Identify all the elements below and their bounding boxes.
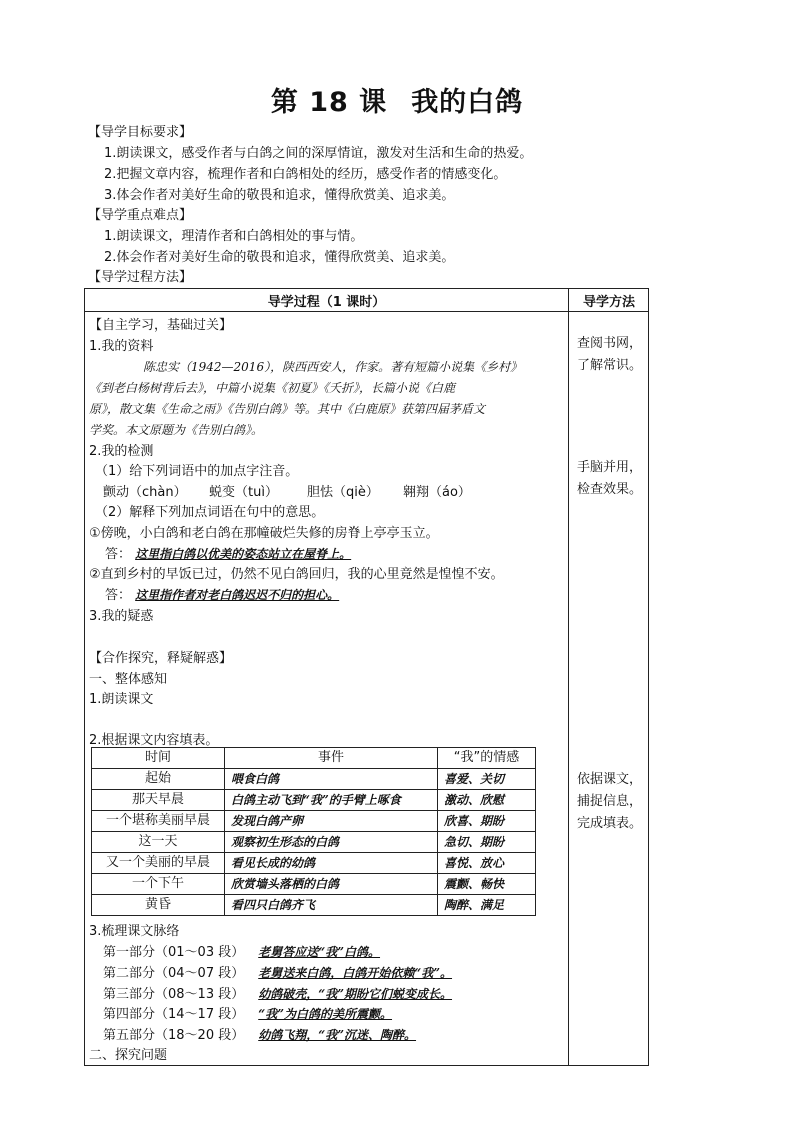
table-header-cell: 事件: [225, 748, 438, 769]
outline-part: [103, 985, 452, 1004]
part-summary: 幼鸽破壳，“我”期盼它们蜕变成长。: [258, 987, 453, 1001]
cell-feeling: 激动、欣慰: [438, 790, 536, 811]
part-summary: 老舅答应送“我”白鸽。: [258, 945, 381, 959]
table-row: [92, 769, 536, 790]
cell-event: 发现白鸽产卵: [225, 811, 438, 832]
cell-event: 观察初生形态的白鸽: [225, 832, 438, 853]
answer-text: 这里指作者对老白鸽迟迟不归的担心。: [135, 588, 340, 602]
cell-event: 欣赏墙头落栖的白鸽: [225, 874, 438, 895]
part-label: 第五部分（18～20 段）: [103, 1028, 245, 1043]
cell-time: 又一个美丽的早晨: [92, 853, 225, 874]
cell-time: 这一天: [92, 832, 225, 853]
method-line: 捕捉信息，: [577, 794, 643, 809]
info-line: 陈忠实（1942—2016），陕西西安人，作家。著有短篇小说集《乡村》: [143, 360, 523, 374]
goals-header: 【导学目标要求】: [88, 125, 193, 140]
keypoints-header: 【导学重点难点】: [88, 208, 193, 223]
cell-event: 白鸽主动飞到“我”的手臂上啄食: [225, 790, 438, 811]
table-row: [92, 895, 536, 916]
lesson-number: 第 18 课: [270, 87, 388, 118]
keypoint-item: 2.体会作者对美好生命的敬畏和追求，懂得欣赏美、追求美。: [104, 250, 455, 265]
outline-part: [103, 1005, 392, 1024]
part-label: 第四部分（14～17 段）: [103, 1007, 245, 1022]
check-question-2: （2）解释下列加点词语在句中的意思。: [95, 505, 325, 520]
lesson-name: 我的白鸽: [411, 87, 524, 118]
method-line: 完成填表。: [577, 816, 643, 831]
method-note-3: [577, 769, 647, 835]
outline-title: 3.梳理课文脉络: [89, 924, 180, 939]
col-process-header: 导学过程（1 课时）: [267, 295, 386, 310]
table-header-cell: 时间: [92, 748, 225, 769]
sentence-2: ②直到乡村的早饭已过，仍然不见白鸽回归，我的心里竟然是惶惶不安。: [89, 567, 504, 582]
cell-time: 一个下午: [92, 874, 225, 895]
answer-1: [105, 545, 351, 564]
method-note-2: [577, 457, 647, 501]
answer-label: 答：: [105, 588, 132, 603]
answer-text: 这里指白鸽以优美的姿态站立在屋脊上。: [135, 547, 352, 561]
part-label: 第二部分（04～07 段）: [103, 966, 245, 981]
table-header-row: [92, 748, 536, 769]
word-item: 胆怯（qiè）: [307, 485, 379, 500]
sentence-1: ①傍晚，小白鸽和老白鸽在那幢破烂失修的房脊上亭亭玉立。: [89, 526, 439, 541]
method-line: 了解常识。: [577, 358, 643, 373]
outline-part: [103, 964, 452, 983]
page-title: [0, 80, 794, 119]
word-item: 翱翔（áo）: [403, 485, 471, 500]
table-row: [92, 853, 536, 874]
cell-feeling: 喜悦、放心: [438, 853, 536, 874]
cell-feeling: 欣喜、期盼: [438, 811, 536, 832]
read-title: 1.朗读课文: [89, 692, 154, 707]
info-line: 学奖。本文原题为《告别白鸽》。: [89, 423, 264, 437]
method-line: 依据课文，: [577, 772, 643, 787]
table-row: [92, 811, 536, 832]
method-line: 检查效果。: [577, 482, 643, 497]
word-item: 蜕变（tuì）: [209, 485, 278, 500]
cell-event: 喂食白鸽: [225, 769, 438, 790]
event-table: [91, 747, 536, 916]
table-row: [92, 790, 536, 811]
part-summary: 老舅送来白鸽，白鸽开始依赖“我”。: [258, 966, 453, 980]
fill-title: 2.根据课文内容填表。: [89, 733, 219, 748]
self-study-header: 【自主学习，基础过关】: [89, 318, 233, 333]
check-title: 2.我的检测: [89, 444, 154, 459]
overall-title: 一、整体感知: [89, 672, 168, 687]
cell-time: 黄昏: [92, 895, 225, 916]
doubt-title: 3.我的疑惑: [89, 609, 154, 624]
cell-feeling: 急切、期盼: [438, 832, 536, 853]
part-label: 第三部分（08～13 段）: [103, 987, 245, 1002]
method-line: 查阅书网，: [577, 336, 643, 351]
cell-time: 那天早晨: [92, 790, 225, 811]
cell-feeling: 陶醉、满足: [438, 895, 536, 916]
outline-part: [103, 943, 380, 962]
keypoint-item: 1.朗读课文，理清作者和白鸽相处的事与情。: [104, 229, 364, 244]
table-row: [92, 832, 536, 853]
cell-event: 看四只白鸽齐飞: [225, 895, 438, 916]
goal-item: 1.朗读课文，感受作者与白鸽之间的深厚情谊，激发对生活和生命的热爱。: [104, 146, 533, 161]
part-label: 第一部分（01～03 段）: [103, 945, 245, 960]
part-summary: 幼鸽飞翔，“我”沉迷、陶醉。: [258, 1028, 417, 1042]
cell-event: 看见长成的幼鸽: [225, 853, 438, 874]
word-item: 颤动（chàn）: [103, 485, 187, 500]
process-header: 【导学过程方法】: [88, 270, 193, 285]
coop-header: 【合作探究，释疑解惑】: [89, 651, 233, 666]
goal-item: 2.把握文章内容，梳理作者和白鸽相处的经历，感受作者的情感变化。: [104, 167, 507, 182]
info-line: 《到老白杨树背后去》，中篇小说集《初夏》《夭折》，长篇小说《白鹿: [89, 381, 456, 395]
info-line: 原》，散文集《生命之雨》《告别白鸽》等。其中《白鹿原》获第四届茅盾文: [89, 402, 486, 416]
cell-time: 一个堪称美丽早晨: [92, 811, 225, 832]
check-question-1: （1）给下列词语中的加点字注音。: [95, 464, 299, 479]
cell-feeling: 喜爱、关切: [438, 769, 536, 790]
table-row: [92, 874, 536, 895]
method-note-1: [577, 333, 647, 377]
cell-time: 起始: [92, 769, 225, 790]
process-table: [84, 288, 649, 1066]
info-title: 1.我的资料: [89, 339, 154, 354]
col-method-header: 导学方法: [582, 295, 635, 310]
cell-feeling: 震颤、畅快: [438, 874, 536, 895]
outline-part: [103, 1026, 416, 1045]
explore-title: 二、探究问题: [89, 1048, 168, 1063]
table-header-cell: “我”的情感: [438, 748, 536, 769]
answer-label: 答：: [105, 547, 132, 562]
method-line: 手脑并用，: [577, 460, 643, 475]
answer-2: [105, 586, 339, 605]
part-summary: “我”为白鸽的美所震颤。: [258, 1007, 393, 1021]
goal-item: 3.体会作者对美好生命的敬畏和追求，懂得欣赏美、追求美。: [104, 188, 455, 203]
